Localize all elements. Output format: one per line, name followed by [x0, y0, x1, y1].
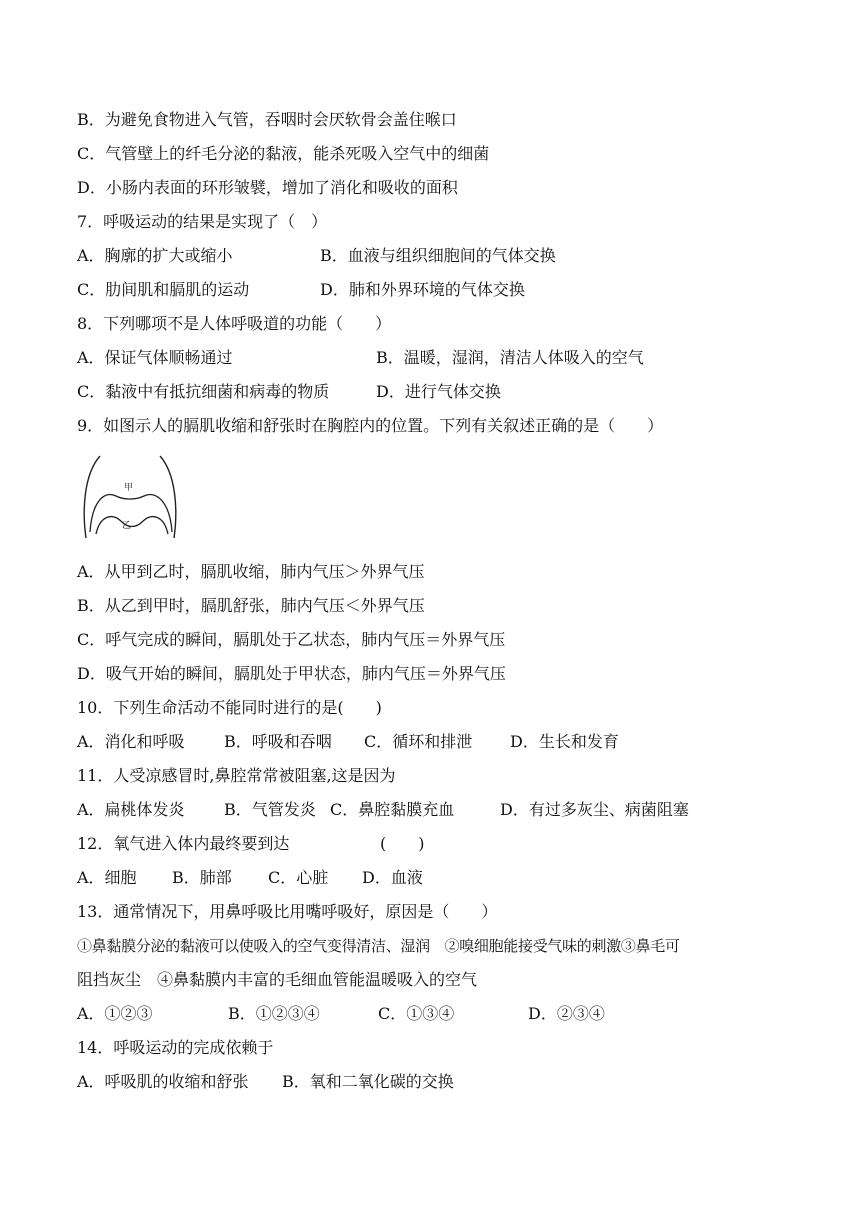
q11-option-d: D．有过多灰尘、病菌阻塞 [500, 800, 689, 819]
q14-option-b: B．氧和二氧化碳的交换 [282, 1072, 454, 1091]
diaphragm-diagram [82, 452, 178, 542]
q10-stem: 10．下列生命活动不能同时进行的是( ) [77, 698, 382, 717]
q10-option-b: B．呼吸和吞咽 [224, 732, 332, 751]
label-yi: 乙 [122, 521, 132, 531]
q8-stem: 8．下列哪项不是人体呼吸道的功能（ ） [77, 314, 392, 333]
q11-stem: 11．人受凉感冒时,鼻腔常常被阻塞,这是因为 [77, 766, 396, 785]
q7-option-b: B．血液与组织细胞间的气体交换 [320, 246, 556, 265]
q9-option-d: D．吸气开始的瞬间，膈肌处于甲状态，肺内气压＝外界气压 [77, 664, 506, 683]
q6-option-c: C．气管壁上的纤毛分泌的黏液，能杀死吸入空气中的细菌 [77, 144, 490, 163]
diaphragm-curve-bottom [96, 517, 168, 534]
q12-option-a: A．细胞 [77, 868, 137, 887]
q12-option-d: D．血液 [362, 868, 423, 887]
q8-option-c: C．黏液中有抵抗细菌和病毒的物质 [77, 382, 330, 401]
q13-statement-line-2: 阻挡灰尘 ④鼻黏膜内丰富的毛细血管能温暖吸入的空气 [77, 970, 478, 989]
q6-option-b: B．为避免食物进入气管，吞咽时会厌软骨会盖住喉口 [77, 110, 457, 129]
chest-wall-right [160, 456, 176, 538]
q7-option-d: D．肺和外界环境的气体交换 [320, 280, 525, 299]
q9-stem: 9．如图示人的膈肌收缩和舒张时在胸腔内的位置。下列有关叙述正确的是（ ） [77, 416, 664, 435]
q11-option-c: C．鼻腔黏膜充血 [330, 800, 455, 819]
q13-statement-line-1: ①鼻黏膜分泌的黏液可以使吸入的空气变得清洁、湿润 ②嗅细胞能接受气味的刺激③鼻毛可 [77, 937, 680, 955]
q7-option-c: C．肋间肌和膈肌的运动 [77, 280, 250, 299]
chest-wall-left [84, 456, 100, 538]
q12-stem: 12．氧气进入体内最终要到达 [77, 834, 290, 853]
q8-option-d: D．进行气体交换 [376, 382, 501, 401]
q9-option-b: B．从乙到甲时，膈肌舒张，肺内气压＜外界气压 [77, 596, 425, 615]
q9-option-a: A．从甲到乙时，膈肌收缩，肺内气压＞外界气压 [77, 562, 425, 581]
q10-option-c: C．循环和排泄 [364, 732, 473, 751]
q10-option-a: A．消化和呼吸 [77, 732, 185, 751]
q6-option-d: D．小肠内表面的环形皱襞，增加了消化和吸收的面积 [77, 178, 458, 197]
q13-option-d: D．②③④ [528, 1004, 605, 1023]
q10-option-d: D．生长和发育 [510, 732, 619, 751]
q11-option-b: B．气管发炎 [224, 800, 316, 819]
q8-option-b: B．温暖，湿润，清洁人体吸入的空气 [376, 348, 644, 367]
q14-stem: 14．呼吸运动的完成依赖于 [77, 1038, 274, 1057]
q12-option-b: B．肺部 [172, 868, 232, 887]
q7-option-a: A．胸廓的扩大或缩小 [77, 246, 233, 265]
q14-option-a: A．呼吸肌的收缩和舒张 [77, 1072, 249, 1091]
q11-option-a: A．扁桃体发炎 [77, 800, 185, 819]
q13-option-b: B．①②③④ [228, 1004, 320, 1023]
label-jia: 甲 [124, 483, 134, 493]
q13-option-c: C．①③④ [378, 1004, 455, 1023]
q12-answer-paren: ( ) [380, 834, 425, 853]
q9-option-c: C．呼气完成的瞬间，膈肌处于乙状态，肺内气压＝外界气压 [77, 630, 506, 649]
q13-option-a: A．①②③ [77, 1004, 153, 1023]
q13-stem: 13．通常情况下，用鼻呼吸比用嘴呼吸好，原因是（ ） [77, 902, 498, 921]
q12-option-c: C．心脏 [268, 868, 329, 887]
q8-option-a: A．保证气体顺畅通过 [77, 348, 233, 367]
q7-stem: 7．呼吸运动的结果是实现了（ ） [77, 212, 328, 231]
